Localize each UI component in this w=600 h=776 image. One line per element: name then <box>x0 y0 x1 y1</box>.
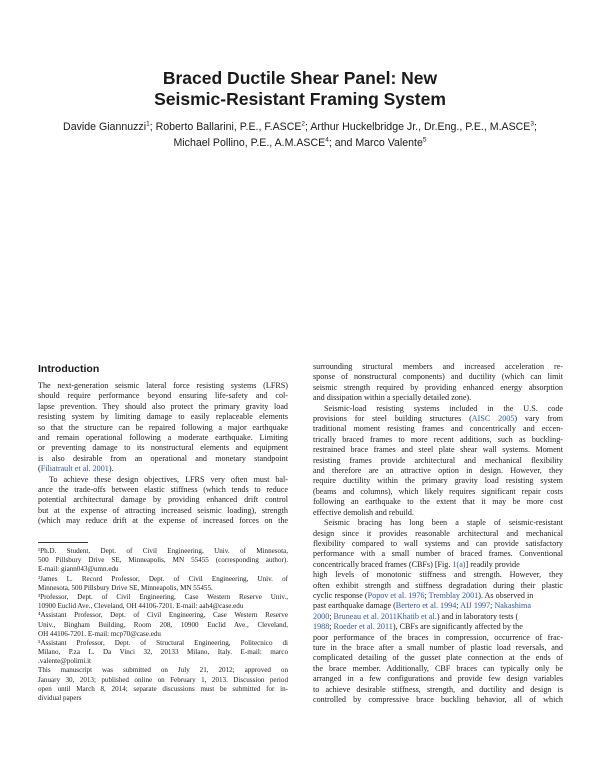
body-text-line <box>313 570 563 580</box>
text-run: ; <box>329 611 334 621</box>
body-text-line <box>38 381 288 391</box>
text-run: require ductility within the primary gravity load resisting system <box>313 476 563 486</box>
citation-link[interactable]: Khatib et al. <box>396 611 437 621</box>
text-run: poor performance of the braces in compression, occurrence of frac- <box>313 632 563 642</box>
body-text-line <box>313 383 563 393</box>
text-run: to achieve desirable stiffness, strength, and ductility and design is <box>313 684 563 694</box>
text-run: This manuscript was submitted on July 21, 2012; approved on <box>38 666 288 675</box>
author-name: Marco Valente <box>355 137 423 149</box>
author-name: Roberto Ballarini, P.E., F.ASCE <box>155 121 302 133</box>
text-run: (which may reduce drift at the expense of increased forces on the <box>38 516 288 526</box>
body-text-line <box>313 529 563 539</box>
body-text-line <box>313 362 563 372</box>
citation-link[interactable]: AIJ 1997 <box>460 601 491 611</box>
citation-link[interactable]: Bertero et al. 1994 <box>395 601 457 611</box>
author-name: Michael Pollino, P.E., A.M.ASCE <box>173 137 326 149</box>
body-text-line <box>313 581 563 591</box>
text-run: past earthquake damage ( <box>313 601 396 611</box>
text-run: open until March 8, 2014; separate discussions must be submitted for in- <box>38 684 288 693</box>
text-run: ). <box>108 464 114 474</box>
text-run: seismic strength required by providing enhanced energy absorption <box>313 382 563 392</box>
body-text-line <box>313 372 563 382</box>
footnote-line <box>38 584 288 593</box>
body-text-line <box>313 508 563 518</box>
body-text-line <box>313 560 563 570</box>
body-text-line <box>313 518 563 528</box>
footnote-line <box>38 648 288 657</box>
citation-link[interactable]: Filiatrault et al. 2001 <box>40 464 109 474</box>
text-run: cyclic response ( <box>313 590 368 600</box>
text-run: arranged in a few configurations and provide few design variables <box>313 674 563 684</box>
author-separator: ; and <box>328 137 356 149</box>
text-run: traditional moment resisting frames and concentrically and eccen- <box>313 424 563 434</box>
body-text-line <box>313 622 563 632</box>
footnote-line <box>38 575 288 584</box>
author-affiliation-mark: 2 <box>301 120 306 128</box>
footnote-line <box>38 621 288 630</box>
text-run: but at the expense of attracting increased seismic loading), strength <box>38 505 288 515</box>
body-text-line <box>38 402 288 412</box>
text-run: ) and in laboratory tests ( <box>436 611 519 621</box>
text-run: design since it provides reasonable architectural and mechanical <box>313 528 563 538</box>
text-run: trically braced frames to more recent additions, such as buckling- <box>313 434 563 444</box>
text-run: is also desirable from an operational and monetary standpoint <box>38 453 288 463</box>
body-text-line <box>313 414 563 424</box>
text-run: OH 44106-7201. E-mail: mcp70@case.edu <box>38 629 161 638</box>
body-text-line <box>313 424 563 434</box>
body-text-line <box>313 476 563 486</box>
body-text-line <box>313 435 563 445</box>
author-separator: ; <box>534 121 537 133</box>
author-list <box>40 119 560 151</box>
section-heading-introduction: Introduction <box>38 363 100 375</box>
footnote-divider <box>38 542 88 543</box>
text-run: Seismic-load resisting systems included in the U.S. code <box>324 403 563 413</box>
text-run: controlled by compressive brace buckling behavior, all of which <box>313 695 563 704</box>
citation-link[interactable]: Bruneau et al. 2011 <box>333 611 397 621</box>
body-text-line <box>313 591 563 601</box>
text-run: and remain operational following a moderate earthquake. Limiting <box>38 433 288 443</box>
text-run: should require performance beyond ensuring life-safety and col- <box>38 391 288 401</box>
text-run: ) vary from <box>514 414 563 424</box>
text-run: To achieve these design objectives, LFRS very often must bal- <box>49 474 288 484</box>
text-run: often exhibit strength and stiffness degradation during their plastic <box>313 580 563 590</box>
text-run: performance with a small number of braced frames. Conventional <box>313 549 563 559</box>
text-run: ²James L. Record Professor, Dept. of Civil Engineering, Univ. of <box>38 574 288 583</box>
footnote-line <box>38 593 288 602</box>
body-text-line <box>313 466 563 476</box>
author-name: Arthur Huckelbridge Jr., Dr.Eng., P.E., M.ASCE <box>310 121 531 133</box>
text-run: The next-generation seismic lateral force resisting systems (LFRS) <box>38 381 288 390</box>
body-text-line <box>38 412 288 422</box>
body-text-line <box>313 633 563 643</box>
author-affiliation-mark: 1 <box>146 120 150 128</box>
body-text-line <box>313 393 563 403</box>
text-run: 500 Pillsbury Drive SE, Minneapolis, MN 55455 (corresponding author). <box>38 556 288 565</box>
body-text-line <box>38 433 288 443</box>
body-text-line <box>313 601 563 611</box>
text-run: and therefore are an attractive option in design. However, they <box>313 466 563 476</box>
author-separator: ; <box>305 121 311 133</box>
author-line-2 <box>40 135 560 151</box>
body-text-line <box>313 643 563 653</box>
body-text-line <box>313 674 563 684</box>
body-text-line <box>313 456 563 466</box>
text-run: Seismic bracing has long been a staple of seismic-resistant <box>324 518 563 528</box>
text-run: and dissipation within a specially detailed zone). <box>313 393 472 403</box>
footnote-line <box>38 694 288 703</box>
text-run: E-mail: giann043@umn.edu <box>38 565 119 574</box>
citation-link[interactable]: 1(a) <box>452 559 466 569</box>
text-run: Univ., Bingham Building, Room 208, 10900 Euclid Ave., Cleveland, <box>38 620 288 629</box>
footnote-line <box>38 630 288 639</box>
text-run: (beams and columns), which likely requires significant repair costs <box>313 486 563 496</box>
body-text-line <box>313 549 563 559</box>
citation-link[interactable]: AISC 2005 <box>471 414 515 424</box>
footnote-line <box>38 556 288 565</box>
text-run: Minnesota, 500 Pillsbury Drive SE, Minneapolis, MN 55455. <box>38 583 213 592</box>
body-text-line <box>313 653 563 663</box>
citation-link[interactable]: 2000 <box>313 611 330 621</box>
author-line-1 <box>40 119 560 135</box>
text-run: Milano, P.za L. Da Vinci 32, 20133 Milano, Italy. E-mail: marco <box>38 648 288 657</box>
text-run: ance the trade-offs between elastic stiffness (which tends to reduce <box>38 485 288 495</box>
footnote-line <box>38 602 288 611</box>
citation-link[interactable]: Popov et al. 1976 <box>367 590 425 600</box>
body-text-line <box>38 485 288 495</box>
text-run: ). As observed in <box>478 590 534 600</box>
body-text-line <box>313 612 563 622</box>
text-run: 10900 Euclid Ave., Cleveland, OH 44106-7201. E-mail: aah4@case.edu <box>38 602 244 611</box>
text-run: or preventing damage to its nonstructural elements and equipment <box>38 443 288 453</box>
text-run: surrounding structural members and increased acceleration re- <box>313 362 563 371</box>
text-run: high levels of monotonic stiffness and strength. However, they <box>313 570 563 580</box>
text-run: flexibility compared to wall systems and can provide satisfactory <box>313 538 563 548</box>
text-run: ture in the brace after a small number of plastic load reversals, and <box>313 642 563 652</box>
text-run: resisting system by limiting damage to easily replaceable elements <box>38 412 288 422</box>
text-run: January 30, 2013; published online on February 1, 2013. Discussion period <box>38 675 288 684</box>
text-run: ⁴Assistant Professor, Dept. of Civil Engineering, Case Western Reserve <box>38 611 288 620</box>
body-text-line <box>38 423 288 433</box>
body-text-line <box>313 487 563 497</box>
body-text-line <box>38 506 288 516</box>
footnote-line <box>38 565 288 574</box>
body-text-line <box>38 495 288 505</box>
text-run: ¹Ph.D. Student, Dept. of Civil Engineering, Univ. of Minnesota, <box>38 547 288 555</box>
text-run: .valente@polimi.it <box>38 657 92 666</box>
author-separator: ; <box>149 121 156 133</box>
footnote-line <box>38 657 288 666</box>
text-run: following an earthquake to the extent that it may be more cost <box>313 497 563 507</box>
text-run: ] readily provide <box>465 559 520 569</box>
text-run: ; <box>456 601 461 611</box>
author-affiliation-mark: 3 <box>530 120 534 128</box>
text-run: resisting frames provide architectural and mechanical flexibility <box>313 455 563 465</box>
body-column-right <box>313 362 563 705</box>
author-name: Davide Giannuzzi <box>63 121 147 133</box>
author-affiliation-mark: 4 <box>325 136 329 144</box>
text-run: concentrically braced frames (CBFs) [Fig. <box>313 559 453 569</box>
text-run: ), CBFs are significantly affected by the <box>392 622 523 632</box>
citation-link[interactable]: Roeder et al. 2011 <box>333 622 393 632</box>
text-run: potential architectural damage by providing enhanced drift control <box>38 495 288 505</box>
text-run: so that the structure can be repaired following a major earthquake <box>38 422 288 432</box>
body-text-line <box>313 695 563 705</box>
citation-link[interactable]: 1988 <box>313 622 330 632</box>
text-run: restrained brace frames and steel plate shear wall systems. Moment <box>313 445 563 455</box>
author-affiliation-mark: 5 <box>422 136 427 144</box>
body-text-line <box>313 664 563 674</box>
citation-link[interactable]: Nakashima <box>494 601 531 611</box>
body-text-line <box>313 497 563 507</box>
paper-title <box>0 68 600 110</box>
body-text-line <box>38 516 288 526</box>
paper-title-line-1: Braced Ductile Shear Panel: New <box>162 68 438 88</box>
footnote-line <box>38 639 288 648</box>
footnote-line <box>38 547 288 556</box>
body-text-line <box>38 475 288 485</box>
text-run: ( <box>38 464 41 474</box>
body-text-line <box>38 391 288 401</box>
footnote-line <box>38 611 288 620</box>
text-run: ³Professor, Dept. of Civil Engineering, Case Western Reserve Univ., <box>38 592 288 601</box>
body-column-left <box>38 381 288 527</box>
footnote-line <box>38 676 288 685</box>
body-text-line <box>38 443 288 453</box>
body-text-line <box>38 464 288 474</box>
text-run: ; <box>424 590 429 600</box>
footnote-line <box>38 685 288 694</box>
body-text-line <box>313 445 563 455</box>
footnotes <box>38 547 288 703</box>
footnote-line <box>38 666 288 675</box>
body-text-line <box>38 454 288 464</box>
text-run: provisions for steel building structures ( <box>313 414 472 424</box>
body-text-line <box>313 539 563 549</box>
text-run: sponse of nonstructural components) and ductility (which can limit <box>313 372 563 382</box>
text-run: ; <box>490 601 495 611</box>
text-run: lapse prevention. They should also protect the primary gravity load <box>38 401 288 411</box>
body-text-line <box>313 404 563 414</box>
paper-title-line-2: Seismic-Resistant Framing System <box>154 89 446 109</box>
text-run: effective demolish and rebuild. <box>313 507 414 517</box>
text-run: dividual papers <box>38 694 82 702</box>
text-run: complicated detailing of the gusset plate connection at the ends of <box>313 653 563 663</box>
citation-link[interactable]: Tremblay 2001 <box>428 590 479 600</box>
text-run: ⁵Assistant Professor, Dept. of Structural Engineering, Politecnico di <box>38 638 288 647</box>
text-run: ; <box>329 622 334 632</box>
text-run: the brace member. Additionally, CBF braces can typically only be <box>313 663 563 673</box>
body-text-line <box>313 685 563 695</box>
